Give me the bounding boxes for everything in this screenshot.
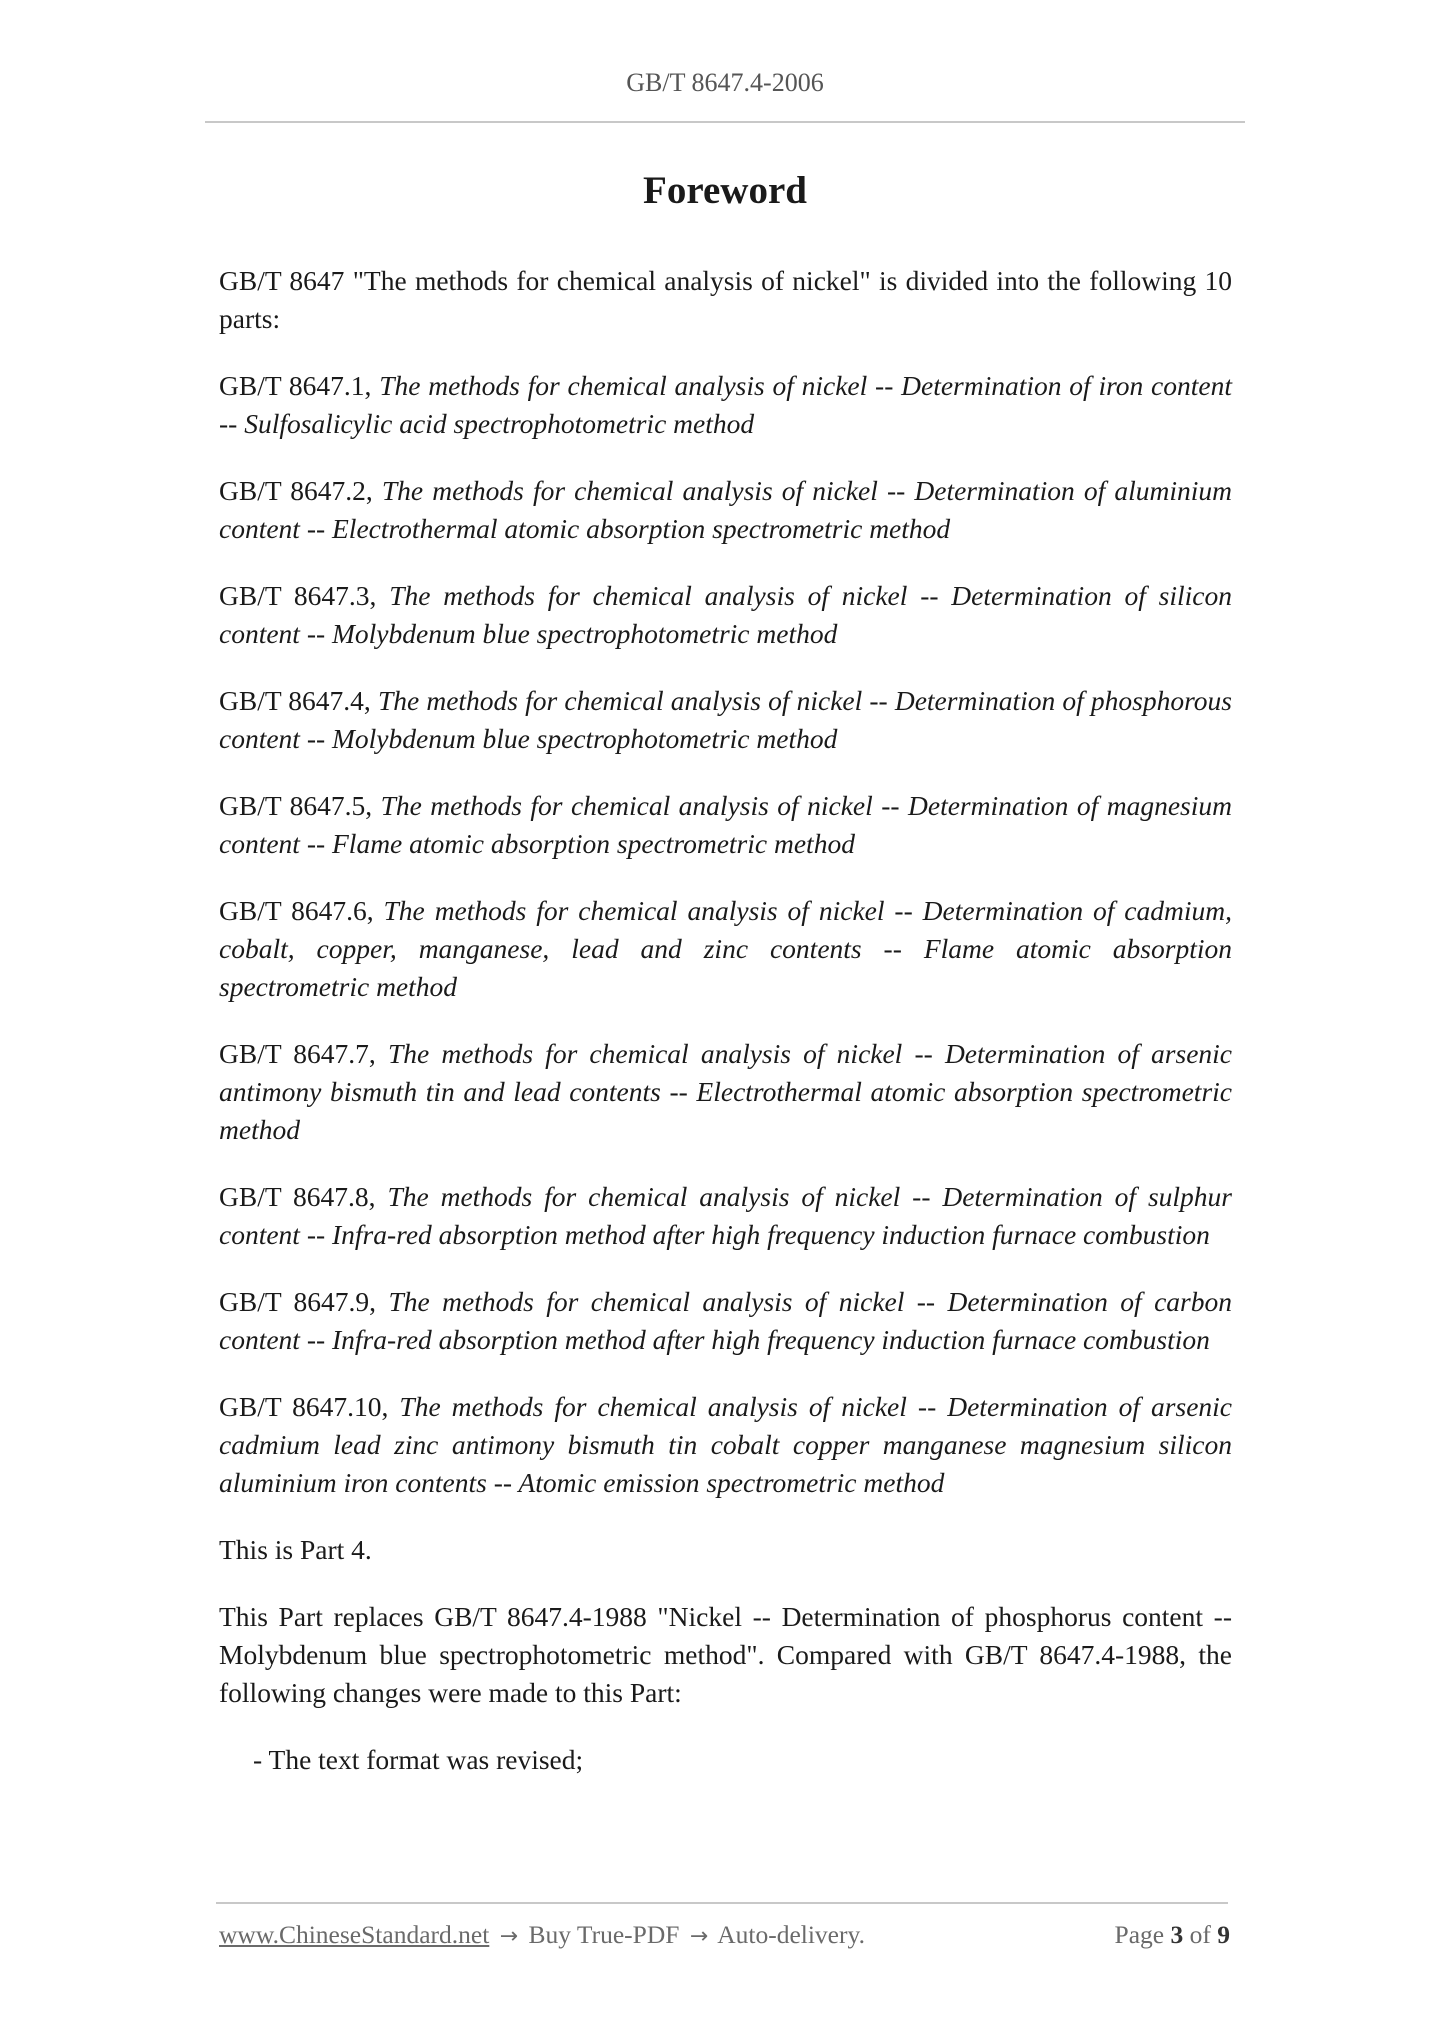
part-title: The methods for chemical analysis of nickel -- Determination of sulphur content -- Infra-red absorption method after high frequency induction furnace combustion [219,1181,1232,1250]
part-item [219,1283,1232,1359]
part-title: The methods for chemical analysis of nickel -- Determination of magnesium content -- Flame atomic absorption spectrometric method [219,790,1232,859]
page-total: 9 [1217,1920,1230,1949]
page-title: Foreword [643,169,807,212]
this-part-paragraph: This is Part 4. [219,1534,372,1565]
change-list-item: - The text format was revised; [253,1744,584,1775]
part-title: The methods for chemical analysis of nickel -- Determination of carbon content -- Infra-red absorption method after high frequency induction furnace combustion [219,1286,1233,1355]
part-title: The methods for chemical analysis of nickel -- Determination of arsenic cadmium lead zinc antimony bismuth tin cobalt copper manganese magnesium silicon aluminium iron contents -- Atomic emission spectrometric method [219,1391,1232,1498]
header-divider [205,121,1245,123]
part-item [219,682,1232,758]
page-header [205,68,1245,98]
part-item [219,1388,1232,1502]
delivery-text: Auto-delivery. [717,1920,865,1949]
part-title: The methods for chemical analysis of nickel -- Determination of aluminium content -- Electrothermal atomic absorption spectrometric method [219,475,1233,544]
part-code: GB/T 8647.10, [219,1391,389,1422]
website-link[interactable]: www.ChineseStandard.net [219,1920,490,1949]
page-of-label: of [1189,1920,1211,1949]
part-item [219,472,1232,548]
arrow-right-icon: → [499,1924,519,1949]
part-title: The methods for chemical analysis of nickel -- Determination of cadmium, cobalt, copper, manganese, lead and zinc contents -- Flame atomic absorption spectrometric method [219,895,1233,1002]
part-code: GB/T 8647.6, [219,895,374,926]
part-title: The methods for chemical analysis of nickel -- Determination of phosphorous content -- Molybdenum blue spectrophotometric method [219,685,1233,754]
part-item [219,577,1232,653]
part-code: GB/T 8647.3, [219,580,377,611]
part-item [219,892,1232,1006]
part-item [219,787,1232,863]
replaces-paragraph: This Part replaces GB/T 8647.4-1988 "Nickel -- Determination of phosphorus content -- Molybdenum blue spectrophotometric method". Compared with GB/T 8647.4-1988, the following changes were made to this Part: [219,1601,1232,1708]
part-item [219,367,1232,443]
part-code: GB/T 8647.8, [219,1181,376,1212]
part-code: GB/T 8647.9, [219,1286,377,1317]
footer-promo [219,1920,865,1950]
page-label: Page [1114,1920,1165,1949]
part-item [219,1035,1232,1149]
part-code: GB/T 8647.7, [219,1038,376,1069]
page-number [1115,1920,1230,1950]
document-body [219,262,1232,1779]
part-code: GB/T 8647.2, [219,475,373,506]
part-title: The methods for chemical analysis of nickel -- Determination of iron content -- Sulfosalicylic acid spectrophotometric method [219,370,1232,439]
part-title: The methods for chemical analysis of nickel -- Determination of silicon content -- Molybdenum blue spectrophotometric method [219,580,1232,649]
part-code: GB/T 8647.4, [219,685,371,716]
footer-divider [216,1902,1228,1904]
page-current: 3 [1170,1920,1184,1949]
part-code: GB/T 8647.5, [219,790,373,821]
document-code: GB/T 8647.4-2006 [626,68,824,97]
part-code: GB/T 8647.1, [219,370,372,401]
part-item [219,1178,1232,1254]
buy-text: Buy True-PDF [528,1920,680,1949]
arrow-right-icon: → [689,1924,709,1949]
part-title: The methods for chemical analysis of nickel -- Determination of arsenic antimony bismuth tin and lead contents -- Electrothermal atomic absorption spectrometric method [219,1038,1232,1145]
intro-paragraph: GB/T 8647 "The methods for chemical analysis of nickel" is divided into the following 10 parts: [219,265,1232,334]
